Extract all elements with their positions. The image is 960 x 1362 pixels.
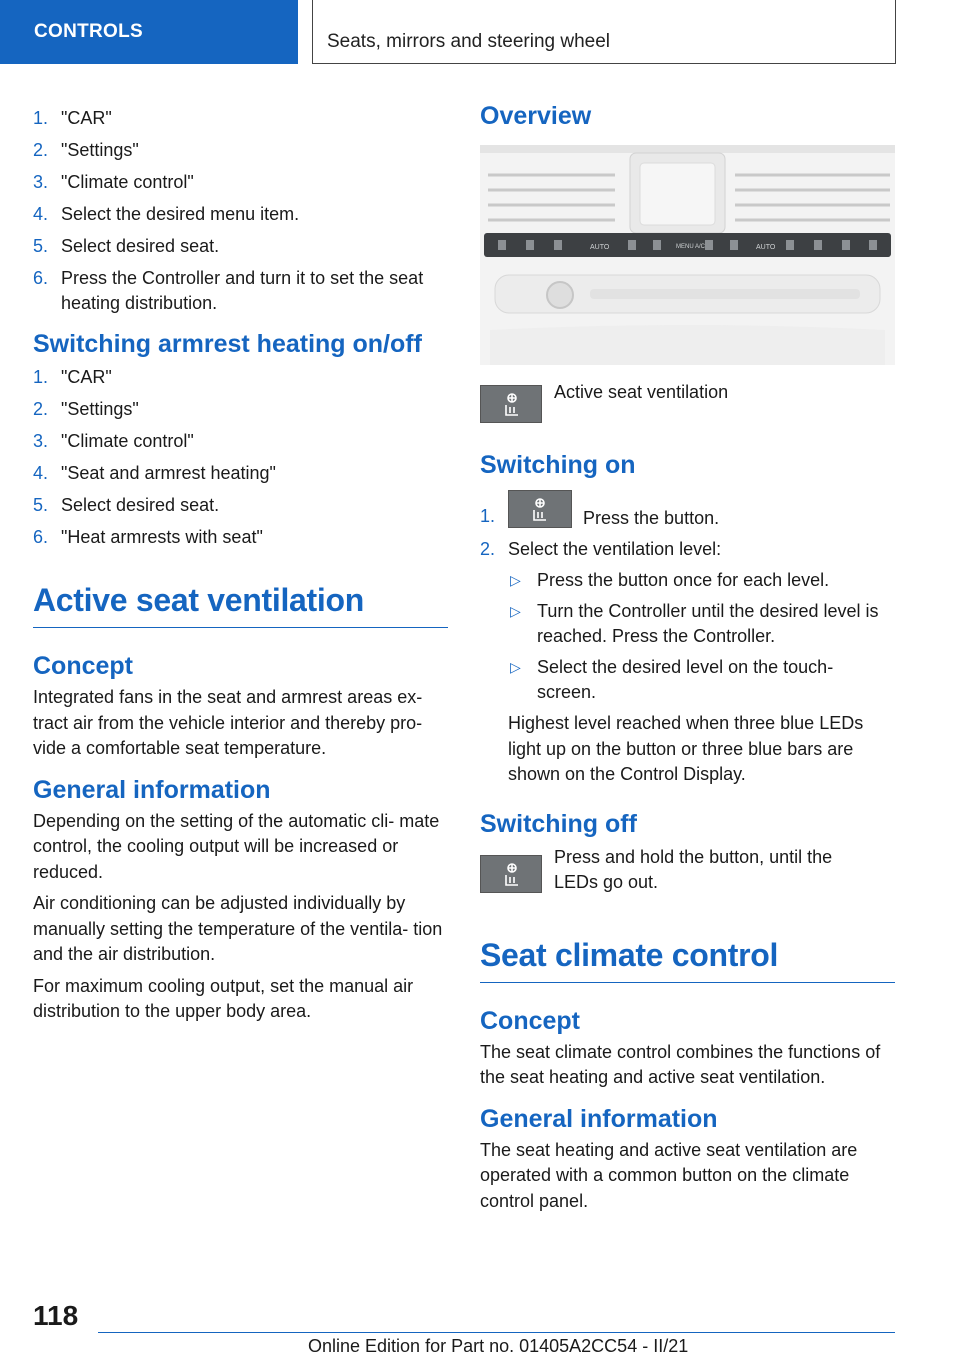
highest-level-note: Highest level reached when three blue LEDs light up on the button or three blue bars are shown on the Control Display. xyxy=(508,713,864,784)
heading-general-information-2: General information xyxy=(480,1104,718,1133)
switching-off-row xyxy=(480,846,895,909)
list-item: 4. Select the desired menu item. xyxy=(33,204,300,224)
heading-switching-on: Switching on xyxy=(480,451,636,479)
list-item: 2. Select the ventilation level: ▷ Press the button once for each level. ▷ Turn the Controller until the desired level is reached. Press the Controller. ▷ Select the desired level on the touch- screen. Highest level reached when three blue LEDs light up on the button or three blue bars are shown on the Control Display. xyxy=(480,537,895,788)
seat-ventilation-button-icon xyxy=(480,385,542,423)
list-item: 4. "Seat and armrest heating" xyxy=(33,463,276,483)
heading-switching-off: Switching off xyxy=(480,809,637,838)
climate-panel-illustration xyxy=(480,145,895,365)
concept-paragraph: Integrated fans in the seat and armrest areas ex- tract air from the vehicle interior and thereby pro- vide a comfortable seat temperature. xyxy=(33,687,423,758)
heading-overview: Overview xyxy=(480,102,592,130)
list-item: 2. "Settings" xyxy=(33,399,139,419)
list-item: 1. "CAR" xyxy=(33,367,112,387)
heading-concept-2: Concept xyxy=(480,1006,580,1035)
heading-general-information: General information xyxy=(33,775,271,804)
list-item: 3. "Climate control" xyxy=(33,431,194,451)
switching-on-steps xyxy=(480,490,895,788)
heading-active-seat-ventilation: Active seat ventilation xyxy=(33,582,448,628)
seat-ventilation-icon xyxy=(528,496,552,524)
list-item: 6. "Heat armrests with seat" xyxy=(33,527,263,547)
chapter-title: Seats, mirrors and steering wheel xyxy=(327,31,611,52)
general-paragraph-3: For maximum cooling output, set the manual air distribution to the upper body area. xyxy=(33,975,414,1021)
footer-edition: Online Edition for Part no. 01405A2CC54 - II/21 xyxy=(308,1336,689,1356)
heading-concept: Concept xyxy=(33,652,133,680)
svg-text:MENU A/C: MENU A/C xyxy=(676,244,706,250)
page-number: 118 xyxy=(33,1300,79,1331)
section-tab: CONTROLS xyxy=(0,0,298,64)
footer-divider xyxy=(98,1332,895,1333)
list-item: 3. "Climate control" xyxy=(33,172,194,192)
list-item: 6. Press the Controller and turn it to set the seat heating distribution. xyxy=(33,268,424,313)
triangle-bullet-icon: ▷ xyxy=(510,603,521,619)
switching-off-text: Press and hold the button, until the LEDs go out. xyxy=(554,846,833,892)
icon-caption: Active seat ventilation xyxy=(554,382,729,402)
seat-ventilation-icon xyxy=(500,861,524,889)
triangle-bullet-icon: ▷ xyxy=(510,659,521,675)
seat-climate-general-paragraph: The seat heating and active seat ventilation are operated with a common button on the climate control panel. xyxy=(480,1139,858,1211)
general-paragraph-1: Depending on the setting of the automatic cli- mate control, the cooling output will be increased or reduced. xyxy=(33,810,440,882)
seat-ventilation-button-icon xyxy=(508,490,572,528)
chapter-title-box xyxy=(312,0,896,64)
heading-seat-climate-control: Seat climate control xyxy=(480,937,895,983)
ventilation-level-options xyxy=(508,568,895,705)
armrest-heating-steps xyxy=(33,365,448,550)
list-item: ▷ Turn the Controller until the desired level is reached. Press the Controller. xyxy=(510,601,879,646)
svg-text:AUTO: AUTO xyxy=(590,244,610,251)
list-item: 1. Press the button. xyxy=(480,490,895,530)
seat-heating-steps xyxy=(33,106,448,316)
heading-armrest-heating: Switching armrest heating on/off xyxy=(33,330,422,358)
right-column xyxy=(480,102,895,1214)
list-item: 5. Select desired seat. xyxy=(33,495,220,515)
svg-text:AUTO: AUTO xyxy=(756,244,776,251)
climate-panel-photo xyxy=(480,145,895,365)
left-column xyxy=(33,106,448,1025)
seat-ventilation-icon xyxy=(500,391,524,419)
list-item: 1. "CAR" xyxy=(33,108,112,128)
list-item: 2. "Settings" xyxy=(33,140,139,160)
general-paragraph-2: Air conditioning can be adjusted individually by manually setting the temperature of the ventila- tion and the air distribution. xyxy=(33,893,443,964)
list-item: ▷ Select the desired level on the touch- screen. xyxy=(510,657,834,702)
icon-legend-row xyxy=(480,382,895,425)
seat-ventilation-button-icon xyxy=(480,855,542,893)
triangle-bullet-icon: ▷ xyxy=(510,572,521,588)
page-header xyxy=(0,0,960,66)
seat-climate-concept-paragraph: The seat climate control combines the functions of the seat heating and active seat ventilation. xyxy=(480,1041,881,1087)
list-item: 5. Select desired seat. xyxy=(33,236,220,256)
list-item: ▷ Press the button once for each level. xyxy=(508,568,895,593)
